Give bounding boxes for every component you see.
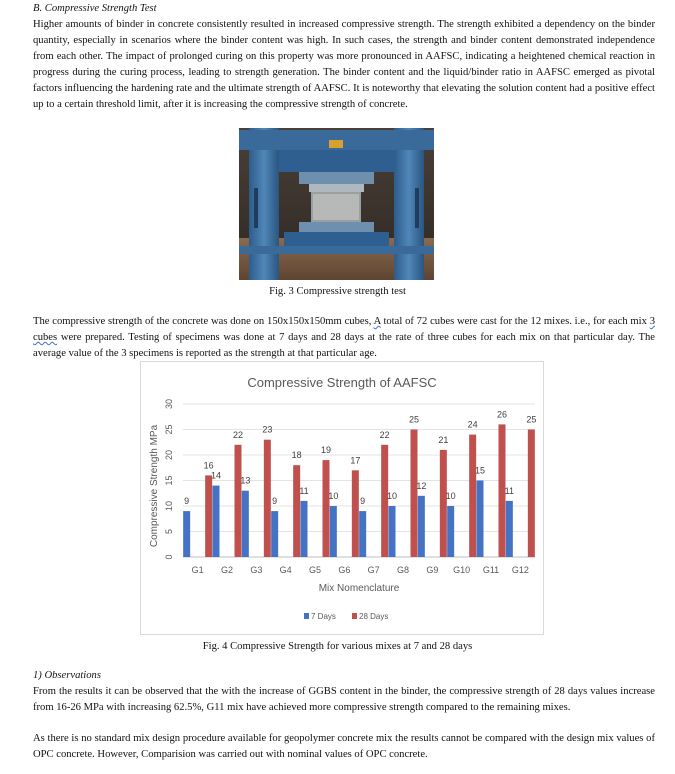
- bar-28-days: [293, 465, 300, 557]
- procedure-text-1: The compressive strength of the concrete was done on 150x150x150mm cubes,: [33, 316, 374, 327]
- data-label: 22: [379, 429, 390, 440]
- bar-7-days: [301, 501, 308, 557]
- y-tick-label: 5: [164, 528, 175, 535]
- chart-title: Compressive Strength of AAFSC: [247, 375, 437, 390]
- x-tick-label: G2: [220, 565, 234, 575]
- bar-28-days: [352, 470, 359, 557]
- x-tick-label: G10: [453, 565, 471, 575]
- observations-paragraph-2: As there is no standard mix design procedure available for geopolymer concrete mix the results cannot be compared with the design mix values of OPC concrete. However, Comparision was carried out with nominal values of OPC concrete.: [33, 733, 655, 760]
- bar-7-days: [359, 511, 366, 557]
- section-heading: B. Compressive Strength Test: [33, 3, 157, 14]
- bar-28-days: [235, 445, 242, 557]
- x-tick-label: G1: [191, 565, 204, 575]
- y-tick-label: 0: [164, 554, 175, 560]
- data-label: 25: [408, 414, 420, 425]
- compressive-strength-chart: [140, 361, 544, 635]
- bar-7-days: [242, 491, 249, 557]
- observations-heading: 1) Observations: [33, 670, 101, 681]
- bar-7-days: [183, 511, 190, 557]
- data-label: 10: [328, 491, 339, 501]
- x-tick-label: G9: [426, 565, 439, 575]
- x-tick-label: G8: [396, 565, 410, 575]
- bar-7-days: [213, 486, 220, 557]
- data-label: 18: [291, 450, 302, 461]
- y-tick-label: 25: [164, 424, 175, 435]
- y-tick-label: 10: [164, 500, 175, 512]
- observations-paragraph-1: From the results it can be observed that the with the increase of GGBS content in the binder, the compressive strength of 28 days values increase from 16-26 MPa with increasing 62.5%, G11 mix have achieved more compressive strength compared to the remaining mixes.: [33, 686, 655, 713]
- legend-swatch: [352, 613, 357, 619]
- procedure-text-3: were prepared. Testing of specimens was done at 7 days and 28 days at the rate of three cubes for each mix on that particular day. The average value of the 3 specimens is reported as the strength at that particular age.: [33, 331, 655, 359]
- data-label: 24: [467, 419, 478, 430]
- bar-7-days: [271, 511, 278, 557]
- y-tick-label: 15: [164, 475, 175, 486]
- data-label: 19: [320, 445, 332, 456]
- data-label: 14: [210, 470, 222, 481]
- bar-28-days: [264, 440, 271, 557]
- bar-7-days: [447, 506, 454, 557]
- data-label: 11: [504, 485, 515, 496]
- x-tick-label: G4: [279, 565, 292, 575]
- data-label: 25: [526, 414, 537, 425]
- bar-28-days: [411, 430, 418, 558]
- bar-7-days: [477, 481, 484, 558]
- x-tick-label: G3: [250, 565, 263, 575]
- figure-3-caption: Fig. 3 Compressive strength test: [269, 286, 406, 297]
- compressive-test-photo: [239, 128, 434, 280]
- x-tick-label: G6: [338, 565, 351, 575]
- bar-28-days: [205, 475, 212, 557]
- data-label: 26: [496, 409, 508, 420]
- data-label: 12: [416, 480, 427, 491]
- bar-28-days: [469, 435, 476, 557]
- legend-swatch: [304, 613, 309, 619]
- data-label: 13: [240, 475, 251, 486]
- data-label: 11: [299, 485, 309, 496]
- data-label: 21: [438, 434, 449, 445]
- grammar-flagged-phrase: 3 cubes: [33, 316, 655, 343]
- bar-7-days: [418, 496, 425, 557]
- x-axis-label: Mix Nomenclature: [318, 583, 400, 594]
- data-label: 10: [386, 491, 398, 501]
- procedure-text-2: total of 72 cubes were cast for the 12 mixes. i.e., for each mix: [380, 316, 650, 327]
- x-tick-label: G12: [511, 565, 529, 575]
- data-label: 15: [474, 465, 486, 476]
- data-label: 9: [272, 496, 278, 507]
- bar-7-days: [506, 501, 513, 557]
- data-label: 9: [360, 496, 366, 507]
- data-label: 9: [184, 496, 190, 507]
- x-tick-label: G7: [367, 565, 380, 575]
- data-label: 22: [232, 429, 244, 440]
- x-tick-label: G5: [308, 565, 322, 575]
- data-label: 16: [203, 460, 214, 471]
- y-axis-label: Compressive Strength MPa: [149, 424, 160, 548]
- legend-label: 7 Days: [311, 612, 336, 621]
- legend-label: 28 Days: [359, 612, 389, 621]
- bar-7-days: [389, 506, 396, 557]
- bar-28-days: [323, 460, 330, 557]
- figure-4-caption: Fig. 4 Compressive Strength for various mixes at 7 and 28 days: [202, 641, 473, 652]
- data-label: 23: [262, 424, 273, 435]
- bar-28-days: [440, 450, 447, 557]
- y-tick-label: 20: [164, 449, 175, 461]
- bar-28-days: [528, 430, 535, 558]
- paragraph-binder-content: Higher amounts of binder in concrete consistently resulted in increased compressive strength. The strength exhibited a dependency on the binder quantity, especially in scenarios where the binder content was high. In such cases, the strength and binder content demonstrated independence from each other. The impact of prolonged curing on this property was more pronounced in AAFSC, indicating a heightened chemical reaction in progress during the curing process, leading to strength generation. The binder content and the liquid/binder ratio in AAFSC emerged as pivotal factors influencing the hardening rate and the ultimate strength of AAFSC. It is noteworthy that elevating the solution content had a positive effect up to a certain threshold limit, after it is increasing the compressive strength of concrete.: [33, 19, 655, 110]
- paragraph-test-procedure: [33, 314, 655, 362]
- grammar-flagged-word: A: [373, 316, 381, 327]
- y-tick-label: 30: [164, 398, 175, 410]
- bar-7-days: [330, 506, 337, 557]
- data-label: 17: [350, 455, 361, 466]
- x-tick-label: G11: [482, 565, 500, 575]
- data-label: 10: [445, 491, 456, 501]
